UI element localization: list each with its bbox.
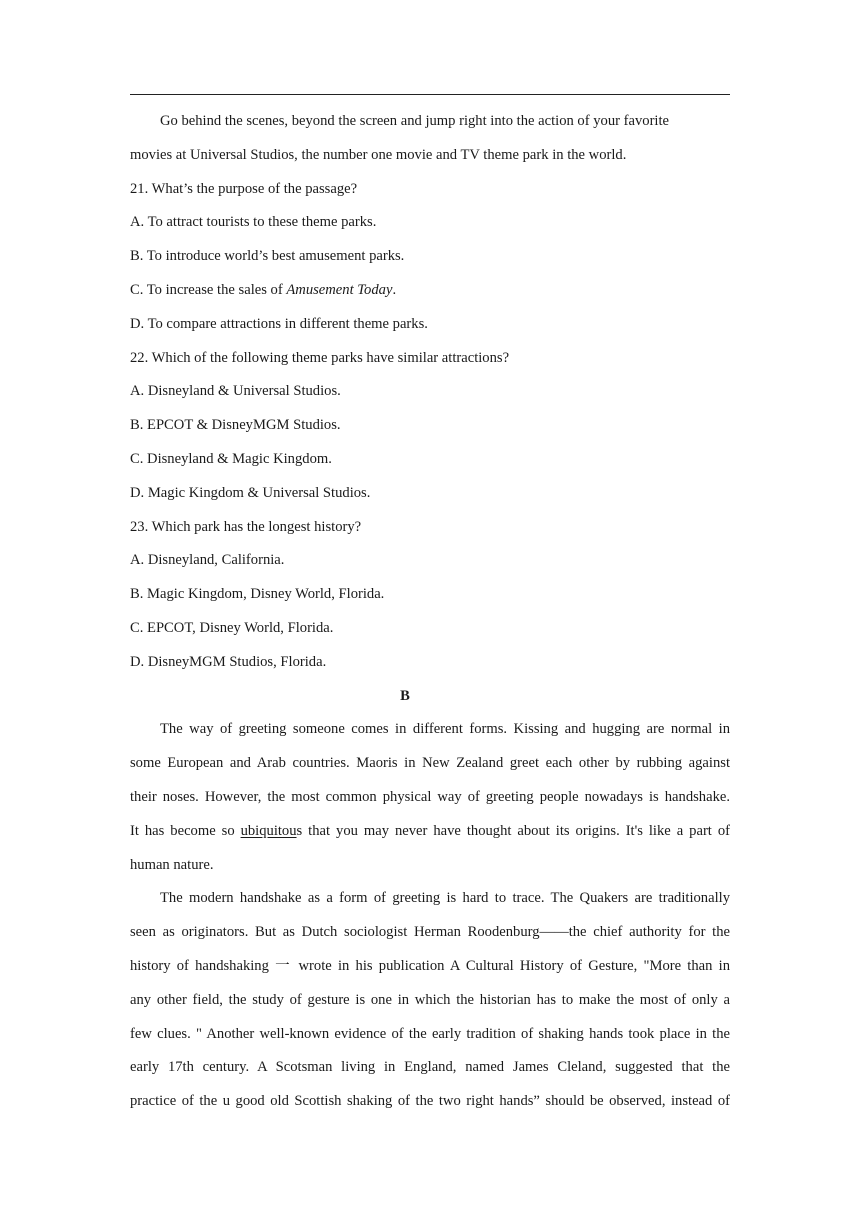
paragraph-line (130, 815, 730, 849)
option-c: C. EPCOT, Disney World, Florida. (130, 619, 334, 636)
paragraph-line: seen as originators. But as Dutch sociologist Herman Roodenburg——the chief authority for the (130, 924, 730, 941)
option-b: B. To introduce world’s best amusement parks. (130, 248, 405, 265)
paragraph-line: any other field, the study of gesture is one in which the historian has to make the most of only a (130, 991, 730, 1008)
passage-paragraph-2 (130, 882, 730, 1119)
paragraph-line: practice of the u good old Scottish shaking of the two right hands” should be observed, instead of (130, 1093, 730, 1110)
option-d: D. To compare attractions in different theme parks. (130, 315, 428, 332)
option-c (130, 274, 730, 308)
question-21 (130, 173, 730, 342)
paragraph-line: history of handshaking 一 wrote in his publication A Cultural History of Gesture, "More than in (130, 957, 730, 974)
question-23 (130, 511, 730, 680)
intro-paragraph (130, 105, 730, 173)
option-c-suffix: . (392, 281, 397, 298)
passage-paragraph-1 (130, 713, 730, 882)
option-b: B. Magic Kingdom, Disney World, Florida. (130, 586, 385, 603)
intro-line: movies at Universal Studios, the number one movie and TV theme park in the world. (130, 146, 627, 163)
paragraph-line: The modern handshake as a form of greeting is hard to trace. The Quakers are traditionally (160, 890, 730, 907)
paragraph-line: some European and Arab countries. Maoris in New Zealand greet each other by rubbing against (130, 755, 730, 772)
option-a: A. To attract tourists to these theme parks. (130, 214, 377, 231)
paragraph-line: few clues. " Another well-known evidence of the early tradition of shaking hands took place in the (130, 1025, 730, 1042)
question-stem: 23. Which park has the longest history? (130, 518, 362, 535)
option-d: D. DisneyMGM Studios, Florida. (130, 653, 327, 670)
header-rule (130, 94, 730, 95)
question-22 (130, 342, 730, 511)
option-d: D. Magic Kingdom & Universal Studios. (130, 484, 371, 501)
option-c: C. Disneyland & Magic Kingdom. (130, 450, 332, 467)
question-stem: 22. Which of the following theme parks have similar attractions? (130, 349, 510, 366)
paragraph-line: early 17th century. A Scotsman living in England, named James Cleland, suggested that the (130, 1059, 730, 1076)
option-b: B. EPCOT & DisneyMGM Studios. (130, 417, 341, 434)
question-stem: 21. What’s the purpose of the passage? (130, 180, 358, 197)
paragraph-line: The way of greeting someone comes in different forms. Kissing and hugging are normal in (160, 721, 730, 738)
option-c-prefix: C. To increase the sales of (130, 281, 287, 298)
paragraph-line: human nature. (130, 856, 214, 873)
section-heading: B (400, 687, 410, 704)
line-text: s that you may never have thought about its origins. It's like a part of (296, 822, 730, 839)
option-c-italic-title: Amusement Today (286, 281, 393, 298)
paragraph-line: their noses. However, the most common physical way of greeting people nowadays is handshake. (130, 788, 730, 805)
underlined-word: ubiquitou (240, 822, 297, 839)
document-body (130, 105, 730, 1119)
option-a: A. Disneyland & Universal Studios. (130, 383, 341, 400)
option-a: A. Disneyland, California. (130, 552, 285, 569)
intro-line: Go behind the scenes, beyond the screen and jump right into the action of your favorite (160, 113, 670, 129)
line-text: It has become so (130, 822, 241, 839)
